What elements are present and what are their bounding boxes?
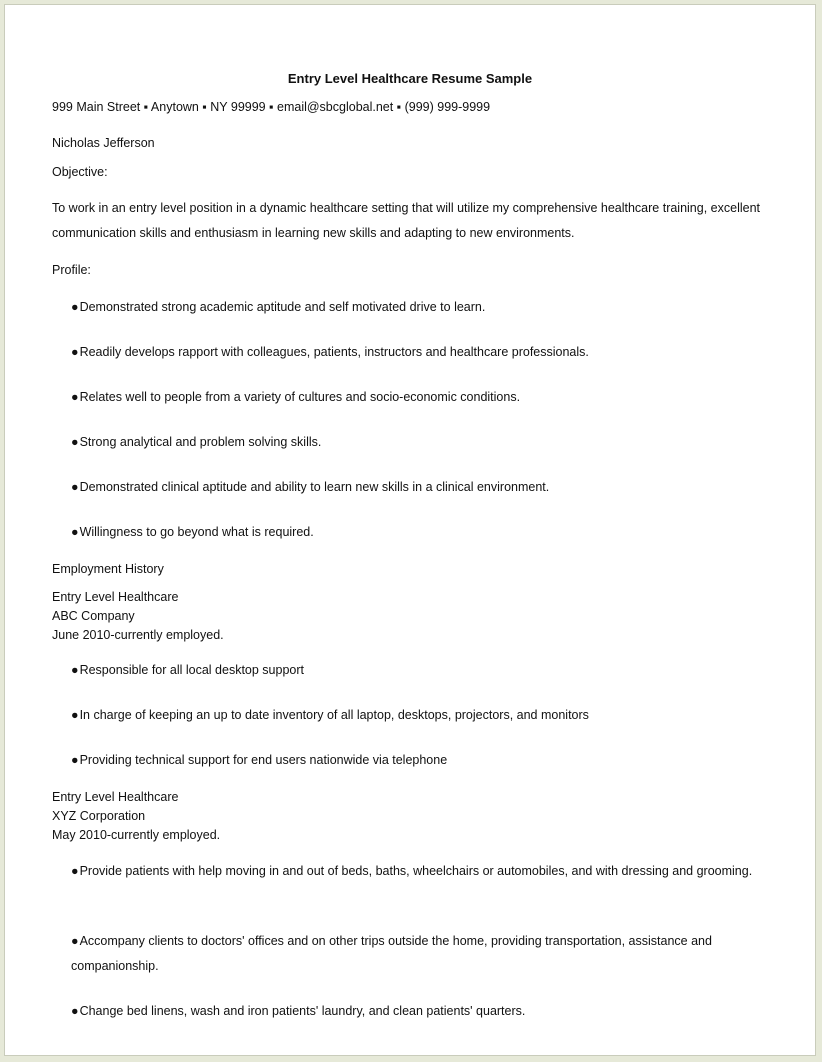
job-header — [52, 588, 224, 645]
bullet-icon: ● — [71, 663, 79, 677]
bullet-icon: ● — [71, 708, 79, 722]
job-duty-item: ●Provide patients with help moving in and out of beds, baths, wheelchairs or automobiles, and with dressing and grooming. — [71, 864, 753, 878]
job-duty-item: ●Accompany clients to doctors' offices and on other trips outside the home, providing transportation, assistance and companionship. — [71, 934, 712, 973]
bullet-icon: ● — [71, 1004, 79, 1018]
contact-line: 999 Main Street ▪ Anytown ▪ NY 99999 ▪ email@sbcglobal.net ▪ (999) 999-9999 — [52, 100, 491, 114]
bullet-icon: ● — [71, 435, 79, 449]
bullet-icon: ● — [71, 934, 79, 948]
profile-item: ●Relates well to people from a variety of cultures and socio-economic conditions. — [71, 390, 521, 404]
job-title: Entry Level Healthcare — [52, 790, 179, 804]
job-dates: May 2010-currently employed. — [52, 828, 221, 842]
bullet-icon: ● — [71, 300, 79, 314]
job-header — [52, 788, 220, 845]
bullet-icon: ● — [71, 753, 79, 767]
bullet-icon: ● — [71, 345, 79, 359]
job-duty-item: ●Providing technical support for end users nationwide via telephone — [71, 753, 448, 767]
objective-text: To work in an entry level position in a dynamic healthcare setting that will utilize my comprehensive healthcare training, excellent communication skills and enthusiasm in learning new skills and adapting to new environments. — [52, 201, 760, 240]
job-duty-item: ●Responsible for all local desktop support — [71, 663, 304, 677]
profile-item: ●Demonstrated strong academic aptitude and self motivated drive to learn. — [71, 300, 486, 314]
profile-item: ●Readily develops rapport with colleagues, patients, instructors and healthcare professionals. — [71, 345, 589, 359]
bullet-icon: ● — [71, 390, 79, 404]
bullet-icon: ● — [71, 864, 79, 878]
bullet-icon: ● — [71, 480, 79, 494]
profile-item: ●Demonstrated clinical aptitude and ability to learn new skills in a clinical environment. — [71, 480, 550, 494]
job-dates: June 2010-currently employed. — [52, 628, 224, 642]
bullet-icon: ● — [71, 525, 79, 539]
job-title: Entry Level Healthcare — [52, 590, 179, 604]
profile-item: ●Strong analytical and problem solving skills. — [71, 435, 322, 449]
profile-heading: Profile: — [52, 263, 91, 277]
candidate-name: Nicholas Jefferson — [52, 136, 155, 150]
job-duty-item: ●Change bed linens, wash and iron patients' laundry, and clean patients' quarters. — [71, 1004, 526, 1018]
job-duty-item: ●In charge of keeping an up to date inventory of all laptop, desktops, projectors, and monitors — [71, 708, 589, 722]
job-company: ABC Company — [52, 609, 135, 623]
employment-heading: Employment History — [52, 562, 164, 576]
resume-page — [4, 4, 816, 1056]
objective-heading: Objective: — [52, 165, 108, 179]
profile-item: ●Willingness to go beyond what is required. — [71, 525, 314, 539]
document-title: Entry Level Healthcare Resume Sample — [287, 71, 533, 86]
job-company: XYZ Corporation — [52, 809, 146, 823]
